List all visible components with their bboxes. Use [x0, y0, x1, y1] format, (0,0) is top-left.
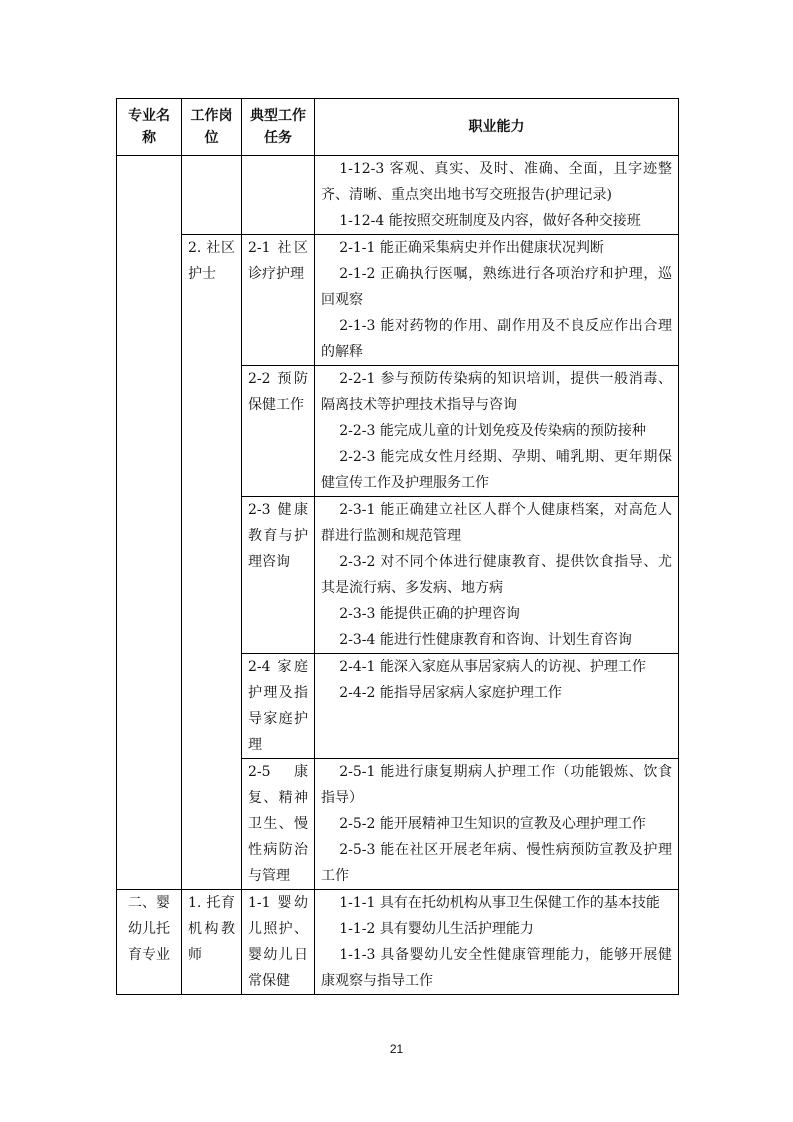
- ability-item: 2-3-3 能提供正确的护理咨询: [339, 606, 520, 622]
- cell-abilities: [315, 890, 679, 995]
- cell-abilities: [315, 759, 679, 890]
- cell-task: [242, 156, 315, 235]
- ability-item: 2-4-2 能指导居家病人家庭护理工作: [339, 685, 562, 701]
- header-task: 典型工作任务: [242, 99, 315, 156]
- cell-abilities: [315, 654, 679, 759]
- ability-item: 2-4-1 能深入家庭从事居家病人的访视、护理工作: [339, 659, 646, 675]
- header-ability: 职业能力: [315, 99, 679, 156]
- ability-item: 2-5-2 能开展精神卫生知识的宣教及心理护理工作: [339, 816, 646, 832]
- cell-post: 2. 社区护士: [182, 235, 242, 890]
- cell-task: 2-4 家庭护理及指导家庭护理: [242, 654, 315, 759]
- ability-item: 2-2-3 能完成儿童的计划免疫及传染病的预防接种: [339, 423, 646, 439]
- cell-major: 二、婴幼儿托育专业: [117, 890, 182, 995]
- cell-post: [182, 156, 242, 235]
- header-row: [117, 99, 679, 156]
- ability-item: 2-1-2 正确执行医嘱，熟练进行各项治疗和护理，巡回观察: [321, 266, 672, 308]
- cell-abilities: [315, 366, 679, 497]
- cell-task: 2-2 预防保健工作: [242, 366, 315, 497]
- ability-item: 2-1-3 能对药物的作用、副作用及不良反应作出合理的解释: [321, 318, 672, 360]
- competency-table: [116, 98, 679, 995]
- header-major: 专业名称: [117, 99, 182, 156]
- cell-task: 2-5 康复、精神卫生、慢性病防治与管理: [242, 759, 315, 890]
- ability-item: 1-1-3 具备婴幼儿安全性健康管理能力，能够开展健康观察与指导工作: [321, 947, 672, 989]
- cell-post: 1. 托育机构教师: [182, 890, 242, 995]
- cell-major: [117, 156, 182, 890]
- cell-task: 2-1 社区诊疗护理: [242, 235, 315, 366]
- ability-item: 1-12-3 客观、真实、及时、准确、全面，且字迹整齐、清晰、重点突出地书写交班报告(护理记录): [321, 161, 672, 203]
- header-post: 工作岗位: [182, 99, 242, 156]
- cell-task: 1-1 婴幼儿照护、婴幼儿日常保健: [242, 890, 315, 995]
- ability-item: 1-1-1 具有在托幼机构从事卫生保健工作的基本技能: [339, 895, 660, 911]
- cell-task: 2-3 健康教育与护理咨询: [242, 497, 315, 654]
- ability-item: 2-2-1 参与预防传染病的知识培训，提供一般消毒、隔离技术等护理技术指导与咨询: [321, 371, 672, 413]
- table-row: [117, 156, 679, 235]
- cell-abilities: [315, 235, 679, 366]
- table-row: [117, 890, 679, 995]
- ability-item: 2-5-1 能进行康复期病人护理工作（功能锻炼、饮食指导）: [321, 764, 672, 806]
- ability-item: 2-2-3 能完成女性月经期、孕期、哺乳期、更年期保健宣传工作及护理服务工作: [321, 449, 672, 491]
- table-row: [117, 235, 679, 366]
- page-number: 21: [389, 1042, 404, 1056]
- ability-item: 2-1-1 能正确采集病史并作出健康状况判断: [339, 240, 604, 256]
- ability-item: 1-12-4 能按照交班制度及内容，做好各种交接班: [339, 213, 641, 229]
- cell-abilities: [315, 497, 679, 654]
- ability-item: 2-3-4 能进行性健康教育和咨询、计划生育咨询: [339, 632, 632, 648]
- ability-item: 2-3-1 能正确建立社区人群个人健康档案，对高危人群进行监测和规范管理: [321, 502, 672, 544]
- ability-item: 2-3-2 对不同个体进行健康教育、提供饮食指导、尤其是流行病、多发病、地方病: [321, 554, 672, 596]
- ability-item: 1-1-2 具有婴幼儿生活护理能力: [339, 921, 534, 937]
- cell-abilities: [315, 156, 679, 235]
- ability-item: 2-5-3 能在社区开展老年病、慢性病预防宣教及护理工作: [321, 842, 672, 884]
